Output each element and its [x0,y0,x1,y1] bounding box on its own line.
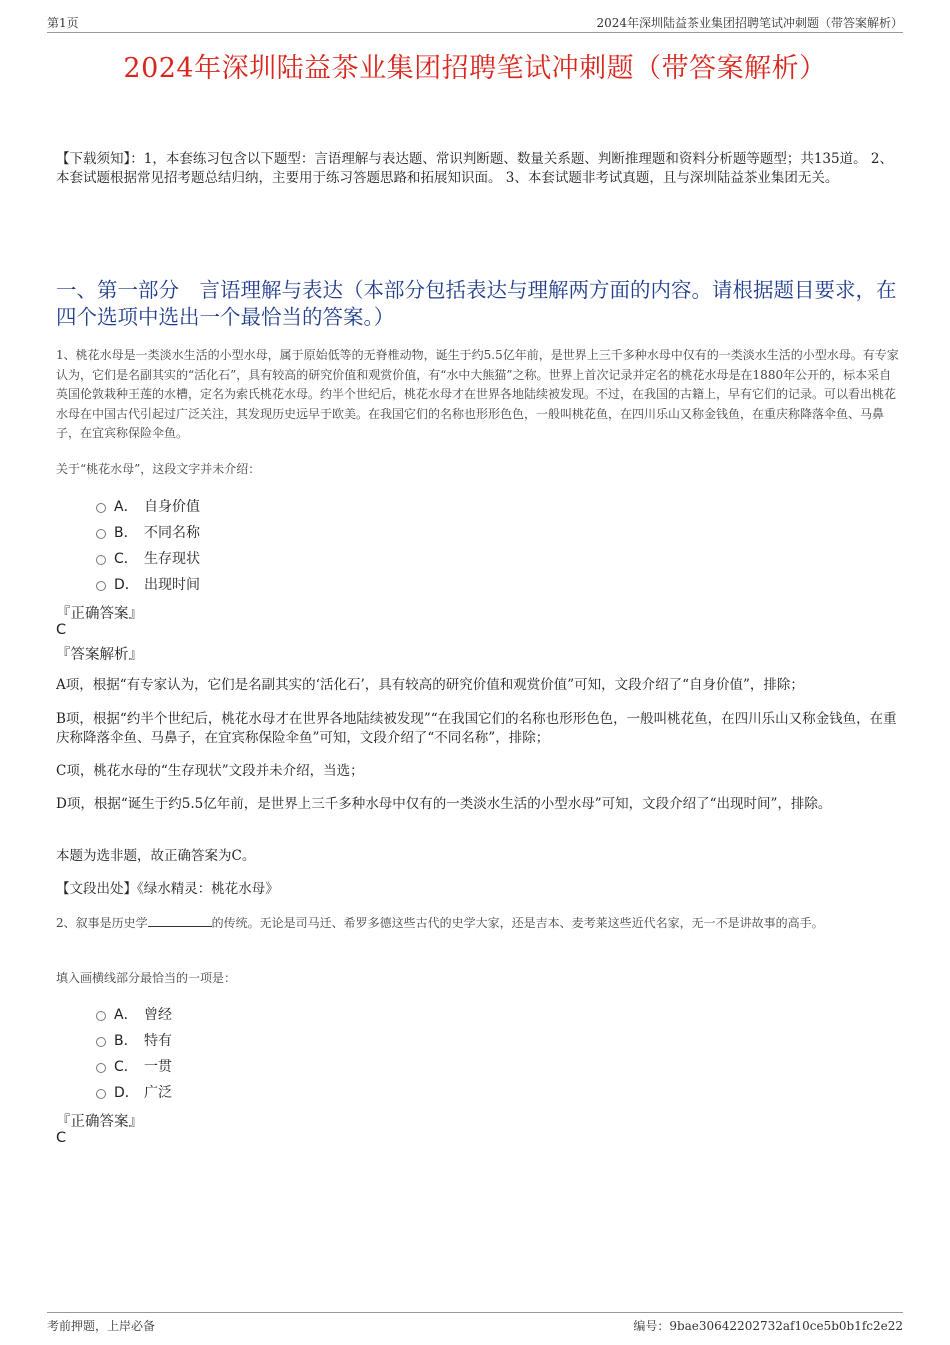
q1-analysis-a: A项，根据“有专家认为，它们是名副其实的‘活化石’，具有较高的研究价值和观赏价值”可知，文段介绍了“自身价值”，排除； [56,677,804,693]
page-number: 第1页 [47,16,79,30]
option-text: 一贯 [144,1059,172,1075]
q2-passage-after: 的传统。无论是司马迁、希罗多德这些古代的史学大家，还是吉本、麦考莱这些近代名家，无一不是讲故事的高手。 [211,916,824,930]
q2-answer-label: 『正确答案』 [56,1114,143,1130]
radio-icon[interactable] [96,1063,106,1073]
section-heading: 一、第一部分 言语理解与表达（本部分包括表达与理解两方面的内容。请根据题目要求，在四个选项中选出一个最恰当的答案。） [56,278,897,329]
q2-option-d[interactable] [96,1082,172,1102]
option-key: B． [114,525,138,541]
radio-icon[interactable] [96,555,106,565]
option-text: 特有 [144,1033,172,1049]
q1-analysis-c: C项，桃花水母的“生存现状”文段并未介绍，当选； [56,763,364,779]
option-text: 曾经 [144,1007,172,1023]
header-doc-title: 2024年深圳陆益茶业集团招聘笔试冲刺题（带答案解析） [596,16,903,30]
fill-blank [148,914,212,927]
option-text: 不同名称 [144,525,200,541]
footer-serial: 编号：9bae30642202732af10ce5b0b1fc2e22 [633,1319,903,1333]
option-key: D． [114,577,139,593]
radio-icon[interactable] [96,1011,106,1021]
q2-passage [56,914,902,934]
q2-stem: 填入画横线部分最恰当的一项是： [56,971,237,985]
q1-stem: 关于“桃花水母”，这段文字并未介绍： [56,462,261,476]
option-text: 广泛 [144,1085,172,1101]
document-title: 2024年深圳陆益茶业集团招聘笔试冲刺题（带答案解析） [123,53,827,84]
option-key: B． [114,1033,138,1049]
q1-option-d[interactable] [96,574,200,594]
q1-source: 【文段出处】《绿水精灵：桃花水母》 [56,881,279,897]
q1-analysis-b: B项，根据“约半个世纪后，桃花水母才在世界各地陆续被发现”“在我国它们的名称也形形色色，一般叫桃花鱼，在四川乐山又称金钱鱼，在重庆称降落伞鱼、马鼻子，在宜宾称保险伞鱼”可知，文段介绍了“不同名称”，排除； [56,711,897,746]
option-key: A． [114,499,138,515]
radio-icon[interactable] [96,529,106,539]
option-text: 自身价值 [144,499,200,515]
q1-answer-label: 『正确答案』 [56,606,143,622]
page-footer [47,1312,903,1333]
q2-answer: C [56,1130,67,1146]
option-key: C． [114,1059,138,1075]
q1-analysis-label: 『答案解析』 [56,647,143,663]
q1-analysis-d: D项，根据“诞生于约5.5亿年前，是世界上三千多种水母中仅有的一类淡水生活的小型水母”可知，文段介绍了“出现时间”，排除。 [56,796,832,812]
option-key: D． [114,1085,139,1101]
q2-passage-before: 2、叙事是历史学 [56,916,148,930]
download-notice: 【下载须知】：1，本套练习包含以下题型：言语理解与表达题、常识判断题、数量关系题、判断推理题和资料分析题等题型；共135道。 2、本套试题根据常见招考题总结归纳，主要用于练习答题思路和拓展知识面。 3、本套试题非考试真题，且与深圳陆益茶业集团无关。 [56,151,893,186]
q1-option-b[interactable] [96,522,200,542]
radio-icon[interactable] [96,1089,106,1099]
q2-option-a[interactable] [96,1004,172,1024]
radio-icon[interactable] [96,503,106,513]
option-key: A． [114,1007,138,1023]
q1-option-a[interactable] [96,496,200,516]
q1-option-c[interactable] [96,548,200,568]
q2-option-b[interactable] [96,1030,172,1050]
q2-option-c[interactable] [96,1056,172,1076]
option-text: 出现时间 [144,577,200,593]
q1-answer: C [56,622,67,638]
page-header [47,14,903,33]
option-key: C． [114,551,138,567]
option-text: 生存现状 [144,551,200,567]
q1-passage: 1、桃花水母是一类淡水生活的小型水母，属于原始低等的无脊椎动物，诞生于约5.5亿年前，是世界上三千多种水母中仅有的一类淡水生活的小型水母。有专家认为，它们是名副其实的“活化石”，具有较高的研究价值和观赏价值，有“水中大熊猫”之称。世界上首次记录并定名的桃花水母是在1880年公开的，标本采自英国伦敦栽种王莲的水槽，定名为索氏桃花水母。约半个世纪后，桃花水母才在世界各地陆续被发现。不过，在我国的古籍上，早有它们的记录。可以看出桃花水母在中国古代引起过广泛关注，其发现历史远早于欧美。在我国它们的名称也形形色色，一般叫桃花鱼，在四川乐山又称金钱鱼，在重庆称降落伞鱼、马鼻子，在宜宾称保险伞鱼。 [56,348,899,440]
q1-conclusion: 本题为选非题，故正确答案为C。 [56,848,256,864]
footer-slogan: 考前押题，上岸必备 [47,1319,156,1333]
radio-icon[interactable] [96,1037,106,1047]
radio-icon[interactable] [96,581,106,591]
